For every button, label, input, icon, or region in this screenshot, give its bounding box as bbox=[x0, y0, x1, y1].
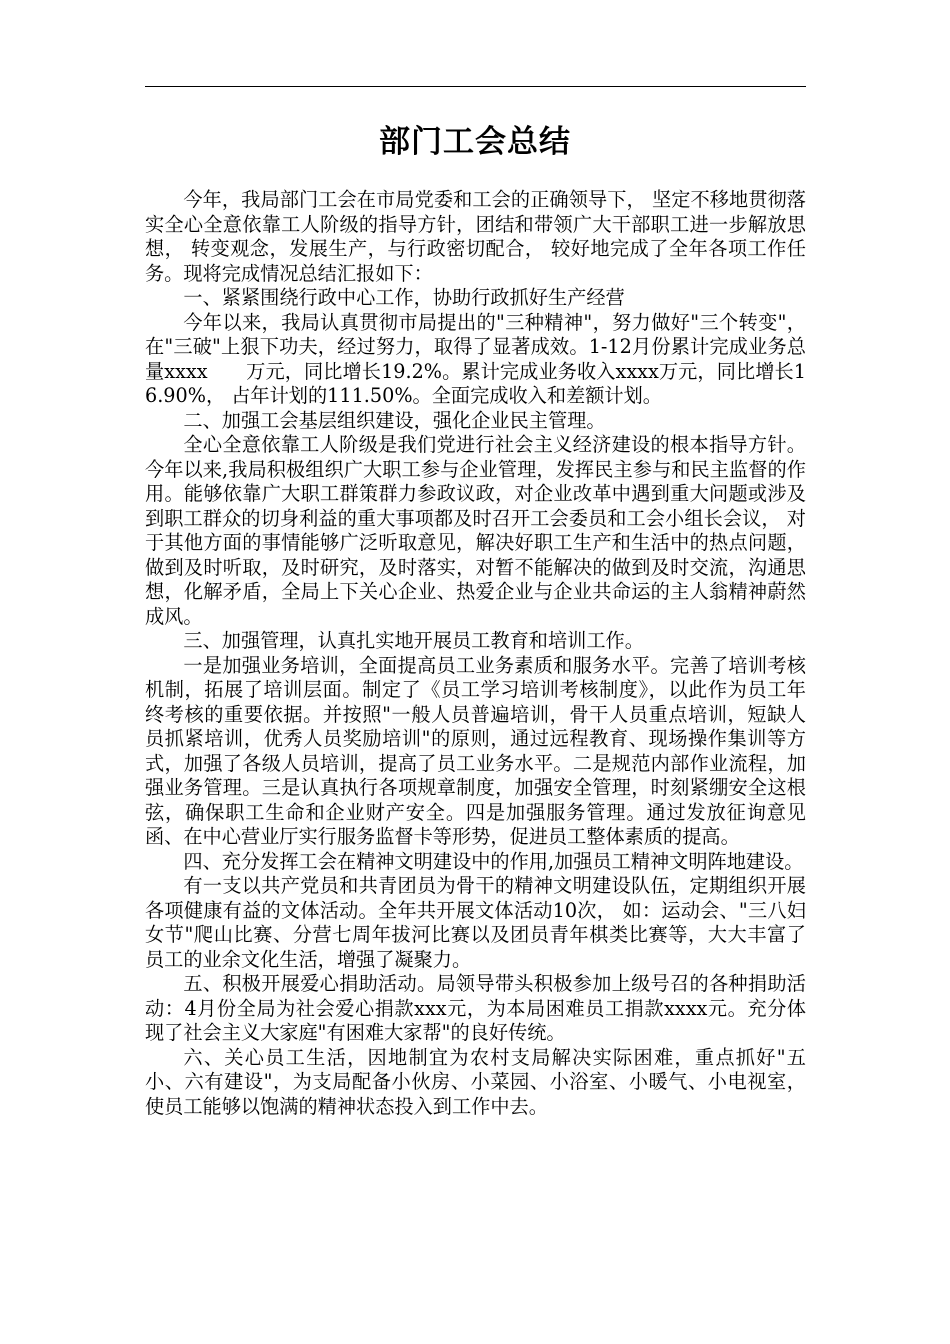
section-heading-1: 一、紧紧围绕行政中心工作，协助行政抓好生产经营 bbox=[183, 286, 625, 309]
paragraph-section-5: 五、积极开展爱心捐助活动。局领导带头积极参加上级号召的各种捐助活动：4月份全局为社会爱心捐款xxx元，为本局困难员工捐款xxxx元。充分体现了社会主义大家庭"有困难大家帮"的良好传统。 bbox=[145, 972, 806, 1044]
section-heading-3: 三、加强管理，认真扎实地开展员工教育和培训工作。 bbox=[183, 629, 644, 652]
section-heading-2: 二、加强工会基层组织建设，强化企业民主管理。 bbox=[183, 408, 606, 432]
section-heading-4: 四、充分发挥工会在精神文明建设中的作用,加强员工精神文明阵地建设。 bbox=[183, 849, 804, 873]
paragraph-section-1: 今年以来，我局认真贯彻市局提出的"三种精神"，努力做好"三个转变"，在"三破"上狠下功夫，经过努力，取得了显著成效。1-12月份累计完成业务总量xxxx 万元，同比增长19.2%。累计完成业务收入xxxx万元，同比增长16.90%， 占年计划的111.50%。全面完成收入和差额计划。 bbox=[145, 310, 806, 407]
document-title: 部门工会总结 bbox=[379, 124, 571, 160]
paragraph-section-4: 有一支以共产党员和共青团员为骨干的精神文明建设队伍，定期组织开展各项健康有益的文体活动。全年共开展文体活动10次， 如：运动会、"三八妇女节"爬山比赛、分营七周年拔河比赛以及团员青年棋类比赛等，大大丰富了员工的业余文化生活，增强了凝聚力。 bbox=[145, 874, 806, 971]
paragraph-section-2: 全心全意依靠工人阶级是我们党进行社会主义经济建设的根本指导方针。今年以来,我局积极组织广大职工参与企业管理，发挥民主参与和民主监督的作用。能够依靠广大职工群策群力参政议政，对企业改革中遇到重大问题或涉及到职工群众的切身利益的重大事项都及时召开工会委员和工会小组长会议， 对于其他方面的事情能够广泛听取意见，解决好职工生产和生活中的热点问题，做到及时听取，及时研究，及时落实，对暂不能解决的做到及时交流，沟通思想，化解矛盾，全局上下关心企业、热爱企业与企业共命运的主人翁精神蔚然成风。 bbox=[145, 433, 806, 628]
paragraph-section-6: 六、关心员工生活，因地制宜为农村支局解决实际困难，重点抓好"五小、六有建设"，为支局配备小伙房、小菜园、小浴室、小暖气、小电视室，使员工能够以饱满的精神状态投入到工作中去。 bbox=[145, 1045, 806, 1118]
paragraph-intro: 今年，我局部门工会在市局党委和工会的正确领导下， 坚定不移地贯彻落实全心全意依靠工人阶级的指导方针，团结和带领广大干部职工进一步解放思想， 转变观念，发展生产，与行政密切配合， 较好地完成了全年各项工作任务。现将完成情况总结汇报如下： bbox=[145, 188, 806, 285]
document-body bbox=[145, 188, 806, 1119]
header-rule bbox=[145, 86, 806, 87]
paragraph-section-3: 一是加强业务培训，全面提高员工业务素质和服务水平。完善了培训考核机制，拓展了培训层面。制定了《员工学习培训考核制度》，以此作为员工年终考核的重要依据。并按照"一般人员普遍培训，骨干人员重点培训，短缺人员抓紧培训，优秀人员奖励培训"的原则，通过远程教育、现场操作集训等方式，加强了各级人员培训，提高了员工业务水平。二是规范内部作业流程，加强业务管理。三是认真执行各项规章制度，加强安全管理，时刻紧绷安全这根弦，确保职工生命和企业财产安全。四是加强服务管理。通过发放征询意见函、在中心营业厅实行服务监督卡等形势，促进员工整体素质的提高。 bbox=[145, 653, 806, 848]
